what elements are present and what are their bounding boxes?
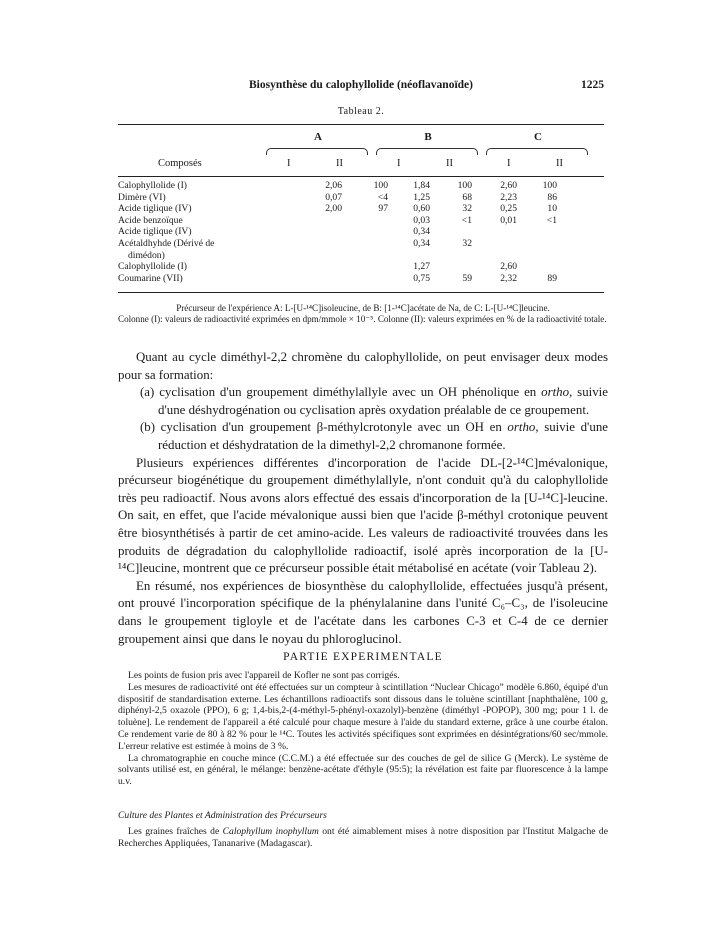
table-cell: [517, 250, 557, 262]
table-cell: 89: [547, 272, 557, 284]
table-cell: [472, 250, 517, 262]
table-row: [118, 203, 604, 215]
table-cell: [430, 250, 472, 262]
table-cell: 100: [457, 180, 472, 191]
table-cell: [430, 226, 472, 238]
table-row: [118, 261, 604, 273]
spacer-cell: [264, 226, 304, 238]
table-cell: 86: [547, 191, 557, 203]
table-cell: [304, 215, 342, 227]
table-row: [118, 238, 604, 250]
table-row: [118, 215, 604, 227]
table-cell: [388, 250, 430, 262]
table-cell: 59: [462, 272, 472, 284]
table-cell: <1: [461, 214, 472, 226]
running-header: [118, 79, 604, 95]
compound-name: Coumarine (VII): [118, 272, 183, 284]
table-row: [118, 250, 604, 262]
group-header-a: A: [314, 131, 322, 143]
list-item-b: (b) cyclisation d'un groupement β-méthylcrotonyle avec un OH en ortho, suivie d'une réduction et déshydratation de la dimethyl-2,2 chromanone formée.: [140, 420, 608, 452]
table-cell: [342, 261, 388, 273]
experimental-text: [118, 670, 608, 788]
table-row: [118, 226, 604, 238]
table-cell: <1: [546, 214, 557, 226]
list-item-a: (a) cyclisation d'un groupement diméthylallyle avec un OH phénolique en ortho, suivie d'une déshydrogénation ou cyclisation après oxydation préalable de ce groupement.: [140, 385, 608, 417]
table-cell: [517, 238, 557, 250]
table-top-rule: [118, 124, 604, 125]
paragraph-chromene: Quant au cycle diméthyl-2,2 chromène du calophyllolide, on peut envisager deux modes pour sa formation:: [118, 350, 608, 382]
compound-name: Acétaldhyhde (Dérivé de: [118, 237, 215, 249]
table-cell: 2,60: [500, 261, 517, 273]
group-header-c: C: [534, 131, 542, 143]
compound-name: Acide tiglique (IV): [118, 203, 192, 215]
table-cell: 0,60: [413, 203, 430, 215]
spacer-cell: [264, 238, 304, 250]
table-cell: [517, 226, 557, 238]
table-cell: 0,34: [413, 237, 430, 249]
page-number: 1225: [581, 79, 604, 91]
table-cell: <4: [377, 191, 388, 203]
group-brace-c: [486, 148, 588, 155]
table-row: [118, 180, 604, 192]
compound-name: Dimère (VI): [118, 191, 166, 203]
spacer-cell: [264, 273, 304, 285]
spacer-cell: [264, 180, 304, 192]
table-cell: [342, 226, 388, 238]
table-cell: 0,25: [500, 203, 517, 215]
table-cell: [304, 273, 342, 285]
table-cell: 2,00: [325, 203, 342, 215]
table-cell: 68: [462, 191, 472, 203]
table-footnote: [118, 303, 608, 326]
table-cell: 2,32: [500, 272, 517, 284]
table-cell: [304, 261, 342, 273]
table-cell: [304, 250, 342, 262]
compound-name: Acide tiglique (IV): [118, 226, 192, 238]
table-cell: 0,01: [500, 214, 517, 226]
table-cell: 1,27: [413, 261, 430, 273]
table-cell: [472, 226, 517, 238]
table-cell: [342, 250, 388, 262]
column-header-b-i: I: [397, 158, 401, 169]
table-row: [118, 273, 604, 285]
spacer-cell: [264, 203, 304, 215]
footnote-columns: Colonne (I): valeurs de radioactivité exprimées en dpm/mmole × 10⁻⁵. Colonne (II): valeurs exprimées en % de la radioactivité totale.: [118, 314, 607, 325]
table-cell: 32: [462, 237, 472, 249]
radioactivity-table: [118, 180, 604, 284]
table-cell: [342, 273, 388, 285]
group-brace-b: [376, 148, 478, 155]
paragraph-seeds: Les graines fraîches de Calophyllum inophyllum ont été aimablement mises à notre disposition par l'Institut Malgache de Recherches Appliquées, Tananarive (Madagascar).: [118, 826, 608, 849]
table-cell: 2,60: [500, 180, 517, 191]
table-cell: [304, 238, 342, 250]
table-cell: [342, 215, 388, 227]
main-text: [118, 349, 608, 648]
table-caption: Tableau 2.: [337, 106, 385, 117]
running-title: Biosynthèse du calophyllolide (néoflavanoïde): [249, 79, 473, 91]
table-cell: 32: [462, 203, 472, 215]
column-header-b-ii: II: [446, 158, 453, 169]
table-cell: 2,23: [500, 191, 517, 203]
paragraph-summary: En résumé, nos expériences de biosynthèse du calophyllolide, effectuées jusqu'à présent, ont prouvé l'incorporation spécifique de la phénylalanine dans l'unité C₆–C₃, de l'isoleucine dans le groupement tigloyle et de l'acétate dans les carbones C-3 et C-4 de ce dernier groupement ainsi que dans le noyau du phloroglucinol.: [118, 578, 608, 646]
compound-name: Calophyllolide (I): [118, 180, 188, 191]
table-cell: [342, 238, 388, 250]
footnote-precursors: Précurseur de l'expérience A: L-[U-¹⁴C]isoleucine, de B: [1-¹⁴C]acétate de Na, de C: L-[U-¹⁴C]leucine.: [176, 303, 550, 313]
compound-name: Calophyllolide (I): [118, 261, 188, 273]
column-header-c-i: I: [507, 158, 511, 169]
spacer-cell: [264, 215, 304, 227]
table-bottom-rule: [118, 292, 604, 293]
column-header-c-ii: II: [556, 158, 563, 169]
section-heading: PARTIE EXPERIMENTALE: [283, 651, 443, 663]
table-cell: 1,84: [413, 180, 430, 191]
spacer-cell: [264, 192, 304, 204]
group-header-b: B: [424, 131, 432, 143]
table-cell: 10: [547, 203, 557, 215]
table-cell: 0,34: [413, 226, 430, 238]
table-cell: 100: [373, 180, 388, 191]
table-cell: [430, 261, 472, 273]
table-cell: [304, 226, 342, 238]
table-cell: [517, 261, 557, 273]
subsection-heading: Culture des Plantes et Administration des Précurseurs: [118, 810, 327, 821]
column-header-composes: Composés: [158, 158, 202, 169]
table-cell: [472, 238, 517, 250]
paragraph-melting-points: Les points de fusion pris avec l'appareil de Kofler ne sont pas corrigés.: [128, 670, 400, 681]
spacer-cell: [264, 261, 304, 273]
paragraph-chromatography: La chromatographie en couche mince (C.C.M.) a été effectuée sur des couches de gel de silice G (Merck). Le système de solvants utilisé est, en général, le mélange: benzène-acétate d'éthyle (95:5); la révélation est faite par fluorescence à la lampe u.v.: [118, 752, 608, 788]
table-cell: 100: [542, 180, 557, 191]
table-cell: 0,75: [413, 272, 430, 284]
compound-name: dimédon): [128, 249, 165, 261]
spacer-cell: [264, 250, 304, 262]
table-row: [118, 192, 604, 204]
column-header-a-i: I: [287, 158, 291, 169]
table-cell: 0,07: [325, 191, 342, 203]
paragraph-incorporation: Plusieurs expériences différentes d'incorporation de l'acide DL-[2-¹⁴C]mévalonique, précurseur biogénétique du groupement diméthylallyle, n'ont conduit qu'à du calophyllolide très peu radioactif. Nous avons alors effectué des essais d'incorporation de la [U-¹⁴C]-leucine. On sait, en effet, que l'acide mévalonique aussi bien que l'acide β-méthyl crotonique peuvent être biosynthétisés à partir de cet amino-acide. Les valeurs de radioactivité trouvées dans les produits de dégradation du calophyllolide radioactif, isolé après incorporation de la [U-¹⁴C]leucine, montrent que ce précurseur possible était métabolisé en acétate (voir Tableau 2).: [118, 455, 608, 576]
table-cell: 2,06: [325, 180, 342, 191]
table-cell: 0,03: [413, 214, 430, 226]
paragraph-radioactivity: Les mesures de radioactivité ont été effectuées sur un compteur à scintillation “Nuclear Chicago” modèle 6.860, équipé d'un dispositif de standardisation externe. Les échantillons radioactifs sont dissous dans le toluène scintillant [naphthalène, 100 g, diphényl-2,5 oxazole (PPO), 6 g; 1,4-bis,2-(4-méthyl-5-phényl-oxazolyl)-benzène (diméthyl -POPOP), 300 mg; pour 1 l. de toluène]. Le rendement de l'appareil a été calculé pour chaque mesure à l'aide du standard externe, grâce à une courbe étalon. Ce rendement varie de 80 à 82 % pour le ¹⁴C. Toutes les activités spécifiques sont exprimées en désintégrations/60 sec/mmole. L'erreur relative est estimée à moins de 3 %.: [118, 681, 608, 752]
compound-name: Acide benzoïque: [118, 214, 183, 226]
table-cell: 1,25: [413, 191, 430, 203]
table-header-rule: [118, 176, 604, 177]
group-brace-a: [266, 148, 368, 155]
column-header-a-ii: II: [336, 158, 343, 169]
table-cell: 97: [378, 203, 388, 215]
